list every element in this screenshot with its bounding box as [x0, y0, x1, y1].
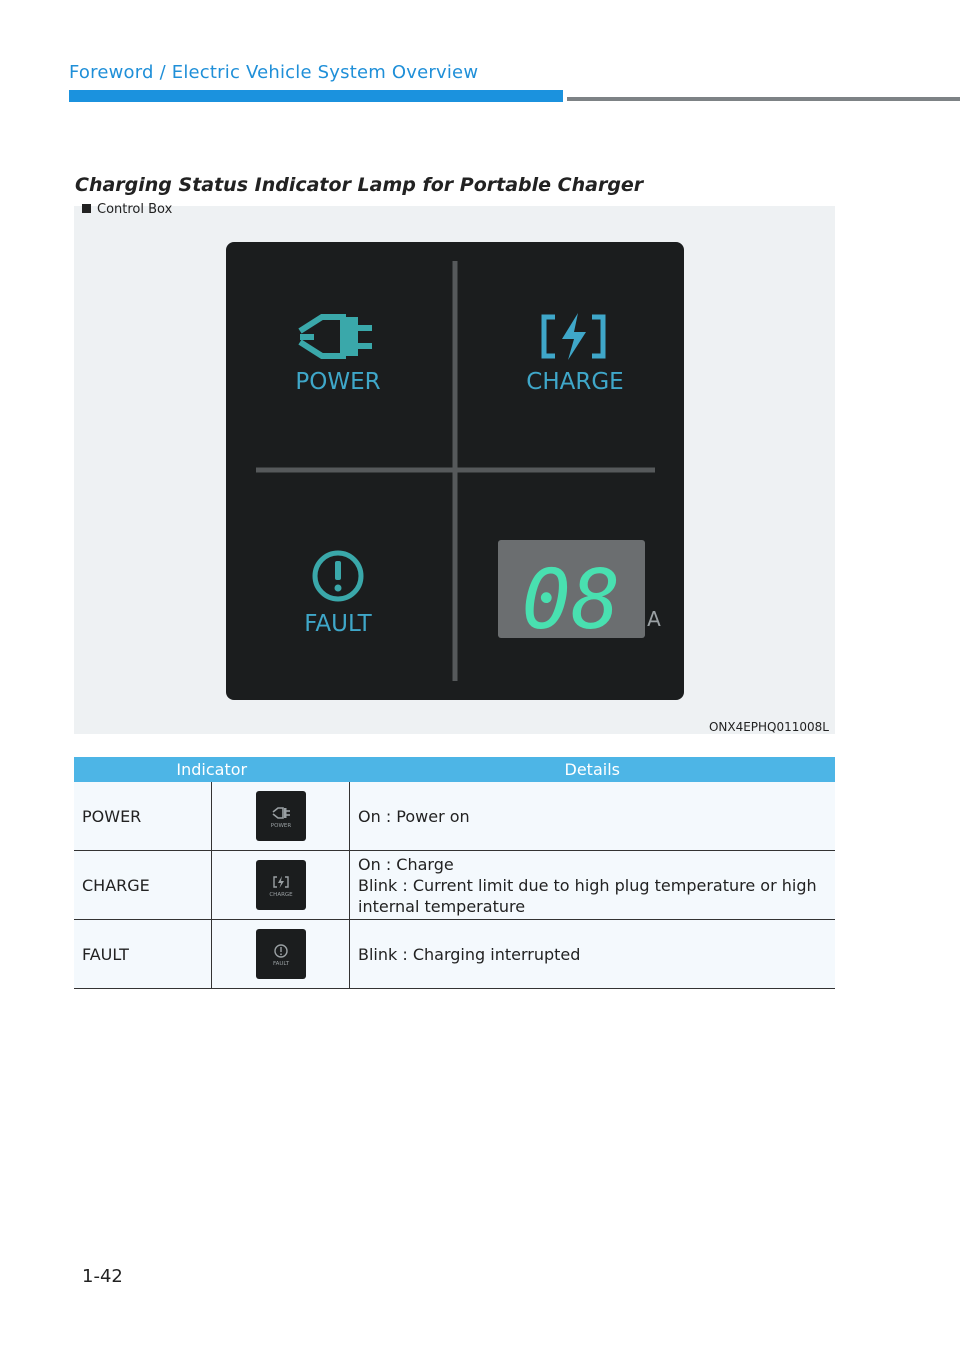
fault-icon-caption: FAULT: [272, 961, 289, 967]
indicator-name: FAULT: [74, 920, 212, 989]
indicator-icon-cell: [212, 920, 350, 989]
table-header-row: [74, 757, 835, 782]
header-bar-rule: [567, 97, 960, 101]
control-box-figure: [74, 206, 835, 734]
header-indicator: Indicator: [74, 757, 350, 782]
figure-label: [82, 202, 172, 217]
indicator-details: [350, 920, 836, 989]
charge-label: CHARGE: [526, 369, 624, 395]
table-row: [74, 851, 835, 920]
indicator-name: CHARGE: [74, 851, 212, 920]
fault-label: FAULT: [304, 611, 372, 637]
figure-label-text: Control Box: [97, 202, 173, 217]
detail-label: Blink: [358, 944, 398, 964]
page-number: 1-42: [82, 1266, 123, 1287]
indicator-details: [350, 851, 836, 920]
power-label: POWER: [295, 369, 381, 395]
detail-line: On : Charge: [358, 854, 454, 874]
header-section-path: Foreword / Electric Vehicle System Overview: [69, 62, 479, 83]
table-row: [74, 920, 835, 989]
detail-line: Blink : Current limit due to high plug temperature or high internal temperature: [358, 875, 817, 916]
indicator-icon-cell: [212, 782, 350, 851]
indicator-table: [74, 757, 835, 989]
control-box-illustration: [74, 206, 835, 734]
detail-label: On: [358, 806, 381, 826]
display-value: 08: [521, 553, 621, 648]
indicator-details: [350, 782, 836, 851]
exclamation-circle-icon: [256, 929, 306, 979]
detail-text: Current limit due to high plug temperature or high internal temperature: [358, 875, 817, 916]
figure-code: ONX4EPHQ011008L: [708, 720, 829, 734]
display-unit: A: [647, 607, 661, 631]
plug-icon: [256, 791, 306, 841]
charge-icon-caption: CHARGE: [268, 892, 293, 898]
charge-bolt-icon: [256, 860, 306, 910]
indicator-name: POWER: [74, 782, 212, 851]
header-bar-accent: [69, 90, 563, 102]
detail-line: On : Power on: [358, 806, 470, 826]
detail-text: Charging interrupted: [412, 944, 581, 964]
header-details: Details: [350, 757, 836, 782]
plug-icon-caption: POWER: [270, 823, 291, 829]
detail-label: Blink: [358, 875, 398, 895]
detail-label: On: [358, 854, 381, 874]
detail-text: Charge: [396, 854, 454, 874]
section-title: Charging Status Indicator Lamp for Portable Charger: [75, 174, 644, 196]
table-row: [74, 782, 835, 851]
indicator-icon-cell: [212, 851, 350, 920]
detail-text: Power on: [396, 806, 470, 826]
square-bullet-icon: [82, 204, 91, 213]
detail-line: Blink : Charging interrupted: [358, 944, 581, 964]
